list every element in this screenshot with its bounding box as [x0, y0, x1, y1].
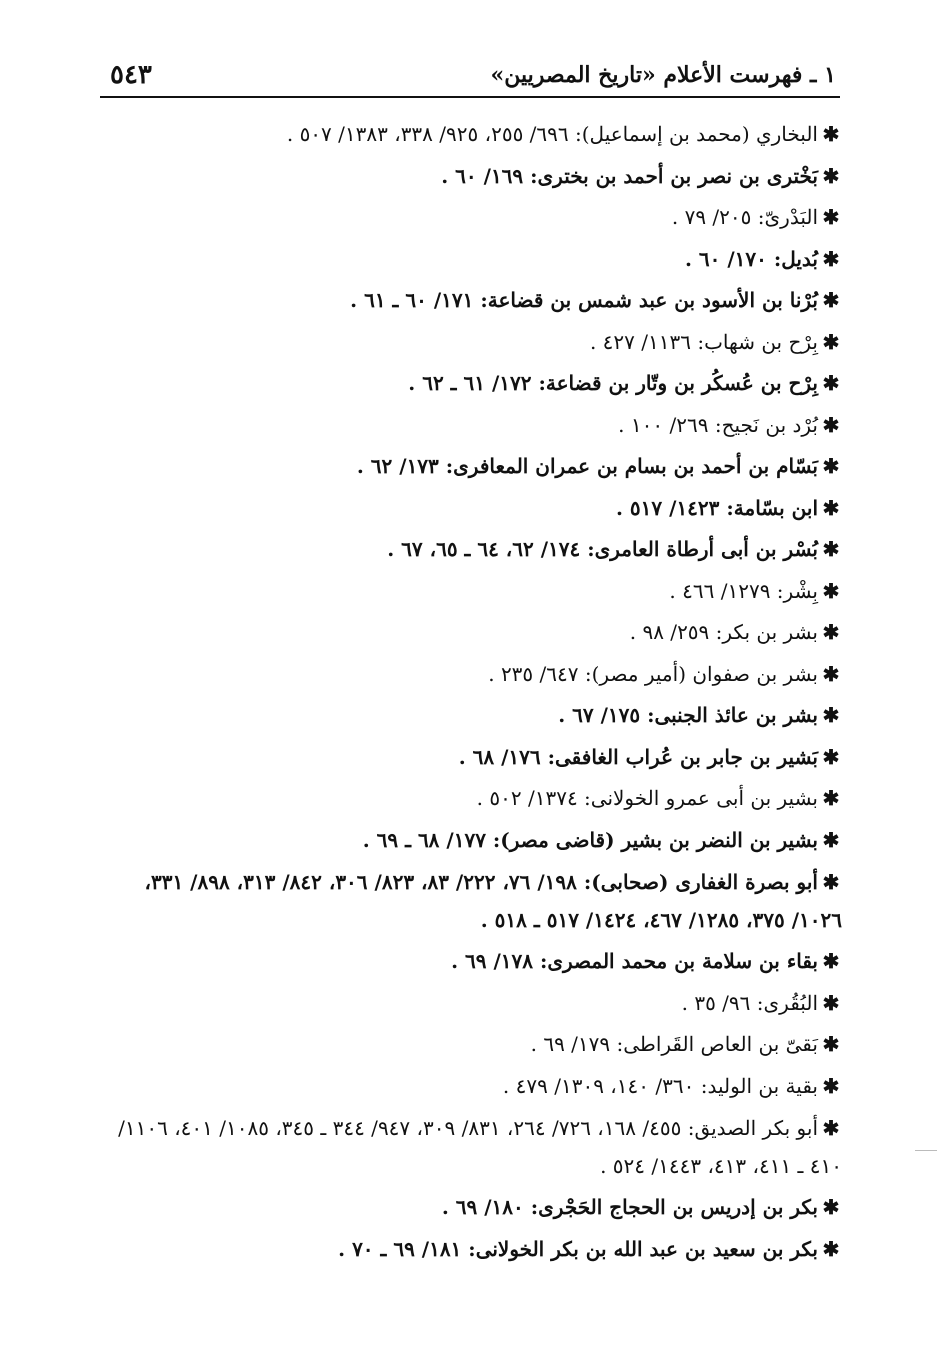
- index-entry-text: بَشير بن جابر بن عُراب الغافقى: ١٧٦/ ٦٨ .: [458, 744, 818, 769]
- index-entry: [100, 1066, 842, 1108]
- running-title: ١ ـ فهرست الأعلام «تاريخ المصريين»: [490, 62, 836, 88]
- asterisk-bullet-icon: ✱: [822, 1073, 840, 1098]
- index-entry: [100, 571, 842, 613]
- asterisk-bullet-icon: ✱: [822, 578, 840, 603]
- asterisk-bullet-icon: ✱: [822, 454, 840, 478]
- index-entry-text: بِشْر: ١٢٧٩/ ٤٦٦ .: [669, 578, 818, 603]
- index-entry-text: بُسْر بن أبى أرطاة العامرى: ١٧٤/ ٦٢، ٦٤ ـ ٦٥، ٦٧ .: [387, 537, 818, 561]
- asterisk-bullet-icon: ✱: [822, 786, 840, 810]
- index-entry: [100, 1107, 842, 1187]
- index-entry-text: بَقىّ بن العاص القَراطى: ١٧٩/ ٦٩ .: [530, 1032, 818, 1056]
- index-entry: [100, 820, 842, 862]
- index-entry-text: بشر بن عائذ الجنبى: ١٧٥/ ٦٧ .: [558, 703, 818, 727]
- asterisk-bullet-icon: ✱: [822, 246, 840, 271]
- index-entry-text: البخاري (محمد بن إسماعيل): ٦٩٦/ ٢٥٥، ٩٢٥/ ٣٣٨، ١٣٨٣/ ٥٠٧ .: [286, 122, 818, 146]
- index-entry: [100, 114, 842, 156]
- asterisk-bullet-icon: ✱: [822, 1116, 840, 1140]
- index-entry: [100, 695, 842, 737]
- asterisk-bullet-icon: ✱: [822, 744, 840, 769]
- index-entry: [100, 612, 842, 654]
- asterisk-bullet-icon: ✱: [822, 949, 840, 973]
- asterisk-bullet-icon: ✱: [822, 661, 840, 686]
- index-entry: [100, 322, 842, 364]
- index-entry-text: ابن بسّامة: ١٤٢٣/ ٥١٧ .: [615, 495, 818, 520]
- index-entry: [100, 861, 842, 941]
- index-entry: [100, 654, 842, 696]
- asterisk-bullet-icon: ✱: [822, 495, 840, 520]
- index-entry: [100, 488, 842, 530]
- index-entry-text: بكر بن سعيد بن عبد الله بن بكر الخولانى: ١٨١/ ٦٩ ـ ٧٠ .: [338, 1236, 818, 1261]
- asterisk-bullet-icon: ✱: [822, 163, 840, 188]
- index-entry: [100, 197, 842, 239]
- index-entry-text: بَخْترى بن نصر بن أحمد بن بخترى: ١٦٩/ ٦٠ .: [441, 163, 818, 188]
- asterisk-bullet-icon: ✱: [822, 122, 840, 146]
- asterisk-bullet-icon: ✱: [822, 371, 840, 395]
- margin-mark: [915, 1150, 937, 1151]
- index-entry-text: بقاء بن سلامة بن محمد المصرى: ١٧٨/ ٦٩ .: [451, 949, 818, 973]
- index-entry-text: بشير بن أبى عمرو الخولانى: ١٣٧٤/ ٥٠٢ .: [476, 786, 818, 810]
- index-entry: [100, 405, 842, 447]
- index-entry: [100, 363, 842, 405]
- index-entry-text: البُقُرى: ٩٦/ ٣٥ .: [681, 990, 818, 1015]
- index-entry: [100, 239, 842, 281]
- index-entry: [100, 1229, 842, 1271]
- index-entry-text: البَدْرىّ: ٢٠٥/ ٧٩ .: [671, 205, 818, 229]
- page-header: [100, 56, 840, 98]
- index-entry: [100, 1187, 842, 1229]
- index-entry-text: بشير بن النضر بن بشير (قاضى مصر): ١٧٧/ ٦٨ ـ ٦٩ .: [362, 827, 818, 852]
- index-entry: [100, 778, 842, 820]
- asterisk-bullet-icon: ✱: [822, 870, 840, 894]
- asterisk-bullet-icon: ✱: [822, 288, 840, 312]
- asterisk-bullet-icon: ✱: [822, 1195, 840, 1219]
- index-entry: [100, 737, 842, 779]
- asterisk-bullet-icon: ✱: [822, 620, 840, 644]
- header-rule: [100, 96, 840, 98]
- index-entry: [100, 280, 842, 322]
- index-entry-text: بُرْنا بن الأسود بن عبد شمس بن قضاعة: ١٧١/ ٦٠ ـ ٦١ .: [350, 288, 818, 312]
- index-entry-text: بِرْح بن شهاب: ١١٣٦/ ٤٢٧ .: [589, 329, 818, 354]
- index-entry-text: أبو بكر الصديق: ٤٥٥/ ١٦٨، ٧٢٦/ ٢٦٤، ٨٣١/ ٣٠٩، ٩٤٧/ ٣٤٤ ـ ٣٤٥، ١٠٨٥/ ٤٠١، ١١٠٦/ ٤١٠ ـ ٤١١، ٤١٣، ١٤٤٣/ ٥٢٤ .: [118, 1116, 842, 1178]
- asterisk-bullet-icon: ✱: [822, 1236, 840, 1261]
- index-entry-text: بِرْح بن عُسكُر بن وتّار بن قضاعة: ١٧٢/ ٦١ ـ ٦٢ .: [408, 371, 818, 395]
- asterisk-bullet-icon: ✱: [822, 205, 840, 229]
- index-entry: [100, 983, 842, 1025]
- asterisk-bullet-icon: ✱: [822, 1032, 840, 1056]
- index-entry-text: بَسّام بن أحمد بن بسام بن عمران المعافرى: ١٧٣/ ٦٢ .: [356, 454, 818, 478]
- index-entry-text: أبو بصرة الغفارى (صحابى): ١٩٨/ ٧٦، ٢٢٢/ ٨٣، ٨٢٣/ ٣٠٦، ٨٤٢/ ٣١٣، ٨٩٨/ ٣٣١، ١٠٢٦/ ٣٧٥، ١٢٨٥/ ٤٦٧، ١٤٢٤/ ٥١٧ ـ ٥١٨ .: [144, 870, 842, 932]
- index-entry-text: بشر بن صفوان (أمير مصر): ٦٤٧/ ٢٣٥ .: [488, 661, 818, 686]
- index-entry: [100, 1024, 842, 1066]
- asterisk-bullet-icon: ✱: [822, 990, 840, 1015]
- asterisk-bullet-icon: ✱: [822, 703, 840, 727]
- index-entry: [100, 529, 842, 571]
- index-entries: [100, 114, 842, 1270]
- asterisk-bullet-icon: ✱: [822, 412, 840, 437]
- page-number: ٥٤٣: [110, 60, 152, 90]
- index-entry: [100, 941, 842, 983]
- index-entry: [100, 446, 842, 488]
- index-entry-text: بقية بن الوليد: ٣٦٠/ ١٤٠، ١٣٠٩/ ٤٧٩ .: [502, 1073, 818, 1098]
- asterisk-bullet-icon: ✱: [822, 329, 840, 354]
- index-entry-text: بشر بن بكر: ٢٥٩/ ٩٨ .: [629, 620, 818, 644]
- index-entry-text: بكر بن إدريس بن الحجاج الحَجْرى: ١٨٠/ ٦٩ .: [441, 1195, 818, 1219]
- asterisk-bullet-icon: ✱: [822, 537, 840, 561]
- index-entry-text: بُرْد بن نَجيح: ٢٦٩/ ١٠٠ .: [618, 412, 818, 437]
- asterisk-bullet-icon: ✱: [822, 827, 840, 852]
- index-entry-text: بُديل: ١٧٠/ ٦٠ .: [684, 246, 818, 271]
- index-entry: [100, 156, 842, 198]
